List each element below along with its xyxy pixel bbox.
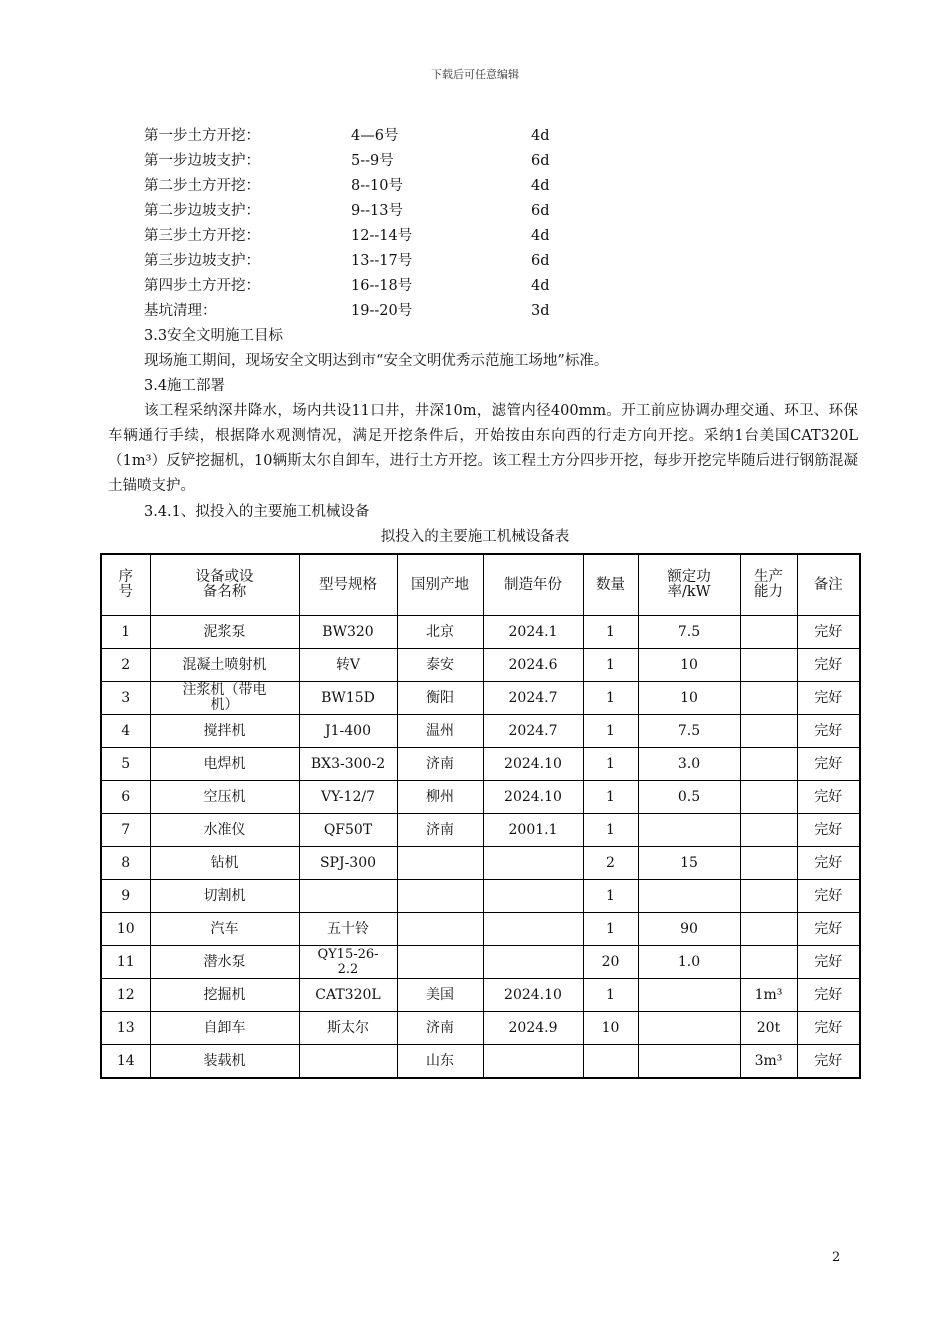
table-row — [101, 880, 860, 913]
cell-capacity — [740, 781, 797, 814]
cell-remark: 完好 — [797, 748, 860, 781]
cell-model — [299, 1045, 397, 1079]
table-row — [101, 847, 860, 880]
cell-capacity — [740, 649, 797, 682]
cell-origin — [397, 913, 483, 946]
cell-remark: 完好 — [797, 649, 860, 682]
cell-no: 3 — [101, 682, 150, 715]
header-power: 额定功率/kW — [638, 554, 740, 616]
table-header-row — [101, 554, 860, 616]
schedule-duration: 4d — [531, 278, 550, 294]
cell-name: 挖掘机 — [150, 979, 299, 1012]
cell-no: 13 — [101, 1012, 150, 1045]
section-3-4-heading: 3.4施工部署 — [144, 378, 226, 394]
table-row — [101, 649, 860, 682]
cell-year — [483, 847, 583, 880]
cell-no: 10 — [101, 913, 150, 946]
cell-power — [638, 1045, 740, 1079]
cell-year — [483, 913, 583, 946]
cell-origin: 济南 — [397, 814, 483, 847]
cell-remark: 完好 — [797, 1012, 860, 1045]
cell-origin: 北京 — [397, 616, 483, 649]
table-row — [101, 979, 860, 1012]
cell-origin: 山东 — [397, 1045, 483, 1079]
page-header: 下载后可任意编辑 — [431, 68, 519, 81]
table-row — [101, 781, 860, 814]
cell-capacity — [740, 913, 797, 946]
cell-year: 2024.6 — [483, 649, 583, 682]
cell-power: 1.0 — [638, 946, 740, 979]
cell-model: SPJ-300 — [299, 847, 397, 880]
schedule-row — [144, 149, 644, 174]
section-3-4-text: 该工程采纳深井降水，场内共设11口井，井深10m，滤管内径400mm。开工前应协调办理交通、环卫、环保车辆通行手续，根据降水观测情况，满足开挖条件后，开始按由东向西的行走方向开挖。采纳1台美国CAT320L（1m³）反铲挖掘机，10辆斯太尔自卸车，进行土方开挖。该工程土方分四步开挖，每步开挖完毕随后进行钢筋混凝土锚喷支护。 — [108, 403, 858, 494]
table-title: 拟投入的主要施工机械设备表 — [380, 529, 570, 545]
cell-year: 2001.1 — [483, 814, 583, 847]
cell-power — [638, 814, 740, 847]
schedule-range: 5--9号 — [351, 153, 394, 169]
schedule-duration: 6d — [531, 153, 550, 169]
schedule-task: 第三步土方开挖： — [144, 228, 260, 244]
cell-origin — [397, 847, 483, 880]
schedule-duration: 4d — [531, 228, 550, 244]
equipment-table — [100, 553, 861, 1079]
schedule-task: 第一步土方开挖： — [144, 128, 260, 144]
cell-name: 电焊机 — [150, 748, 299, 781]
cell-remark: 完好 — [797, 1045, 860, 1079]
cell-remark: 完好 — [797, 847, 860, 880]
cell-qty: 2 — [583, 847, 638, 880]
schedule-task: 第四步土方开挖： — [144, 278, 260, 294]
schedule-range: 8--10号 — [351, 178, 403, 194]
schedule-row — [144, 299, 644, 324]
schedule-range: 16--18号 — [351, 278, 413, 294]
header-capacity: 生产能力 — [740, 554, 797, 616]
table-row — [101, 682, 860, 715]
cell-capacity — [740, 946, 797, 979]
cell-no: 2 — [101, 649, 150, 682]
cell-capacity — [740, 715, 797, 748]
cell-model — [299, 880, 397, 913]
cell-power — [638, 1012, 740, 1045]
table-row — [101, 715, 860, 748]
cell-name: 汽车 — [150, 913, 299, 946]
table-row — [101, 814, 860, 847]
schedule-task: 第三步边坡支护： — [144, 253, 260, 269]
cell-capacity — [740, 616, 797, 649]
cell-origin — [397, 880, 483, 913]
table-row — [101, 946, 860, 979]
schedule-task: 基坑清理： — [144, 303, 217, 319]
schedule-task: 第二步边坡支护： — [144, 203, 260, 219]
cell-origin: 衡阳 — [397, 682, 483, 715]
cell-no: 9 — [101, 880, 150, 913]
cell-year: 2024.7 — [483, 682, 583, 715]
cell-model: 转Ⅴ — [299, 649, 397, 682]
cell-name: 注浆机（带电机） — [150, 682, 299, 715]
cell-remark: 完好 — [797, 814, 860, 847]
cell-model: 五十铃 — [299, 913, 397, 946]
cell-power: 10 — [638, 649, 740, 682]
cell-capacity: 1m³ — [740, 979, 797, 1012]
cell-qty: 1 — [583, 781, 638, 814]
schedule-row — [144, 199, 644, 224]
cell-no: 8 — [101, 847, 150, 880]
cell-power — [638, 979, 740, 1012]
cell-capacity — [740, 682, 797, 715]
cell-origin: 美国 — [397, 979, 483, 1012]
section-3-4-1-heading: 3.4.1、拟投入的主要施工机械设备 — [144, 504, 370, 520]
cell-power: 90 — [638, 913, 740, 946]
cell-power: 10 — [638, 682, 740, 715]
cell-name: 空压机 — [150, 781, 299, 814]
header-name: 设备或设备名称 — [150, 554, 299, 616]
cell-no: 7 — [101, 814, 150, 847]
cell-model: BW15D — [299, 682, 397, 715]
schedule-duration: 6d — [531, 253, 550, 269]
cell-qty: 1 — [583, 913, 638, 946]
cell-year — [483, 946, 583, 979]
schedule-range: 19--20号 — [351, 303, 413, 319]
schedule-row — [144, 224, 644, 249]
table-row — [101, 748, 860, 781]
cell-qty: 1 — [583, 979, 638, 1012]
cell-origin: 柳州 — [397, 781, 483, 814]
cell-qty: 1 — [583, 748, 638, 781]
cell-model: BW320 — [299, 616, 397, 649]
cell-capacity: 3m³ — [740, 1045, 797, 1079]
cell-capacity — [740, 748, 797, 781]
cell-qty: 1 — [583, 715, 638, 748]
cell-power: 0.5 — [638, 781, 740, 814]
cell-name: 潜水泵 — [150, 946, 299, 979]
schedule-range: 9--13号 — [351, 203, 403, 219]
table-row — [101, 616, 860, 649]
cell-name: 钻机 — [150, 847, 299, 880]
cell-capacity — [740, 814, 797, 847]
cell-origin: 温州 — [397, 715, 483, 748]
cell-remark: 完好 — [797, 781, 860, 814]
schedule-range: 4—6号 — [351, 128, 399, 144]
cell-remark: 完好 — [797, 682, 860, 715]
schedule-duration: 4d — [531, 178, 550, 194]
schedule-range: 13--17号 — [351, 253, 413, 269]
cell-remark: 完好 — [797, 913, 860, 946]
cell-no: 12 — [101, 979, 150, 1012]
cell-name: 水准仪 — [150, 814, 299, 847]
header-year: 制造年份 — [483, 554, 583, 616]
cell-origin — [397, 946, 483, 979]
header-origin: 国别产地 — [397, 554, 483, 616]
cell-remark: 完好 — [797, 880, 860, 913]
cell-power: 7.5 — [638, 715, 740, 748]
cell-origin: 济南 — [397, 748, 483, 781]
cell-year: 2024.9 — [483, 1012, 583, 1045]
header-remark: 备注 — [797, 554, 860, 616]
cell-origin: 济南 — [397, 1012, 483, 1045]
header-qty: 数量 — [583, 554, 638, 616]
cell-year — [483, 880, 583, 913]
schedule-duration: 6d — [531, 203, 550, 219]
cell-no: 1 — [101, 616, 150, 649]
cell-remark: 完好 — [797, 979, 860, 1012]
cell-name: 混凝土喷射机 — [150, 649, 299, 682]
cell-no: 14 — [101, 1045, 150, 1079]
cell-qty: 10 — [583, 1012, 638, 1045]
section-3-3-heading: 3.3安全文明施工目标 — [144, 328, 284, 344]
cell-model: BX3-300-2 — [299, 748, 397, 781]
cell-qty: 1 — [583, 880, 638, 913]
cell-origin: 泰安 — [397, 649, 483, 682]
cell-year — [483, 1045, 583, 1079]
cell-remark: 完好 — [797, 946, 860, 979]
cell-qty: 1 — [583, 649, 638, 682]
cell-name: 切割机 — [150, 880, 299, 913]
cell-no: 5 — [101, 748, 150, 781]
cell-capacity — [740, 847, 797, 880]
table-row — [101, 1045, 860, 1079]
schedule-row — [144, 249, 644, 274]
schedule-range: 12--14号 — [351, 228, 413, 244]
cell-power: 3.0 — [638, 748, 740, 781]
cell-name: 泥浆泵 — [150, 616, 299, 649]
cell-qty: 1 — [583, 616, 638, 649]
cell-remark: 完好 — [797, 616, 860, 649]
cell-power — [638, 880, 740, 913]
schedule-list — [144, 124, 644, 324]
schedule-duration: 4d — [531, 128, 550, 144]
cell-model: 斯太尔 — [299, 1012, 397, 1045]
cell-qty — [583, 1045, 638, 1079]
cell-power: 15 — [638, 847, 740, 880]
header-model: 型号规格 — [299, 554, 397, 616]
cell-model: J1-400 — [299, 715, 397, 748]
cell-year: 2024.1 — [483, 616, 583, 649]
cell-year: 2024.7 — [483, 715, 583, 748]
schedule-row — [144, 174, 644, 199]
cell-qty: 20 — [583, 946, 638, 979]
cell-capacity — [740, 880, 797, 913]
cell-qty: 1 — [583, 682, 638, 715]
section-3-3-text: 现场施工期间，现场安全文明达到市“安全文明优秀示范施工场地”标准。 — [144, 353, 609, 369]
schedule-task: 第二步土方开挖： — [144, 178, 260, 194]
cell-remark: 完好 — [797, 715, 860, 748]
cell-model: CAT320L — [299, 979, 397, 1012]
cell-model: QF50T — [299, 814, 397, 847]
cell-name: 搅拌机 — [150, 715, 299, 748]
cell-power: 7.5 — [638, 616, 740, 649]
cell-model: QY15-26-2.2 — [299, 946, 397, 979]
cell-no: 4 — [101, 715, 150, 748]
cell-no: 11 — [101, 946, 150, 979]
cell-year: 2024.10 — [483, 979, 583, 1012]
schedule-row — [144, 124, 644, 149]
header-no: 序号 — [101, 554, 150, 616]
cell-model: VY-12/7 — [299, 781, 397, 814]
schedule-duration: 3d — [531, 303, 550, 319]
cell-no: 6 — [101, 781, 150, 814]
cell-name: 装载机 — [150, 1045, 299, 1079]
table-row — [101, 913, 860, 946]
cell-capacity: 20t — [740, 1012, 797, 1045]
cell-year: 2024.10 — [483, 781, 583, 814]
cell-name: 自卸车 — [150, 1012, 299, 1045]
schedule-task: 第一步边坡支护： — [144, 153, 260, 169]
cell-qty: 1 — [583, 814, 638, 847]
schedule-row — [144, 274, 644, 299]
cell-year: 2024.10 — [483, 748, 583, 781]
page-number: 2 — [832, 1250, 841, 1265]
table-row — [101, 1012, 860, 1045]
